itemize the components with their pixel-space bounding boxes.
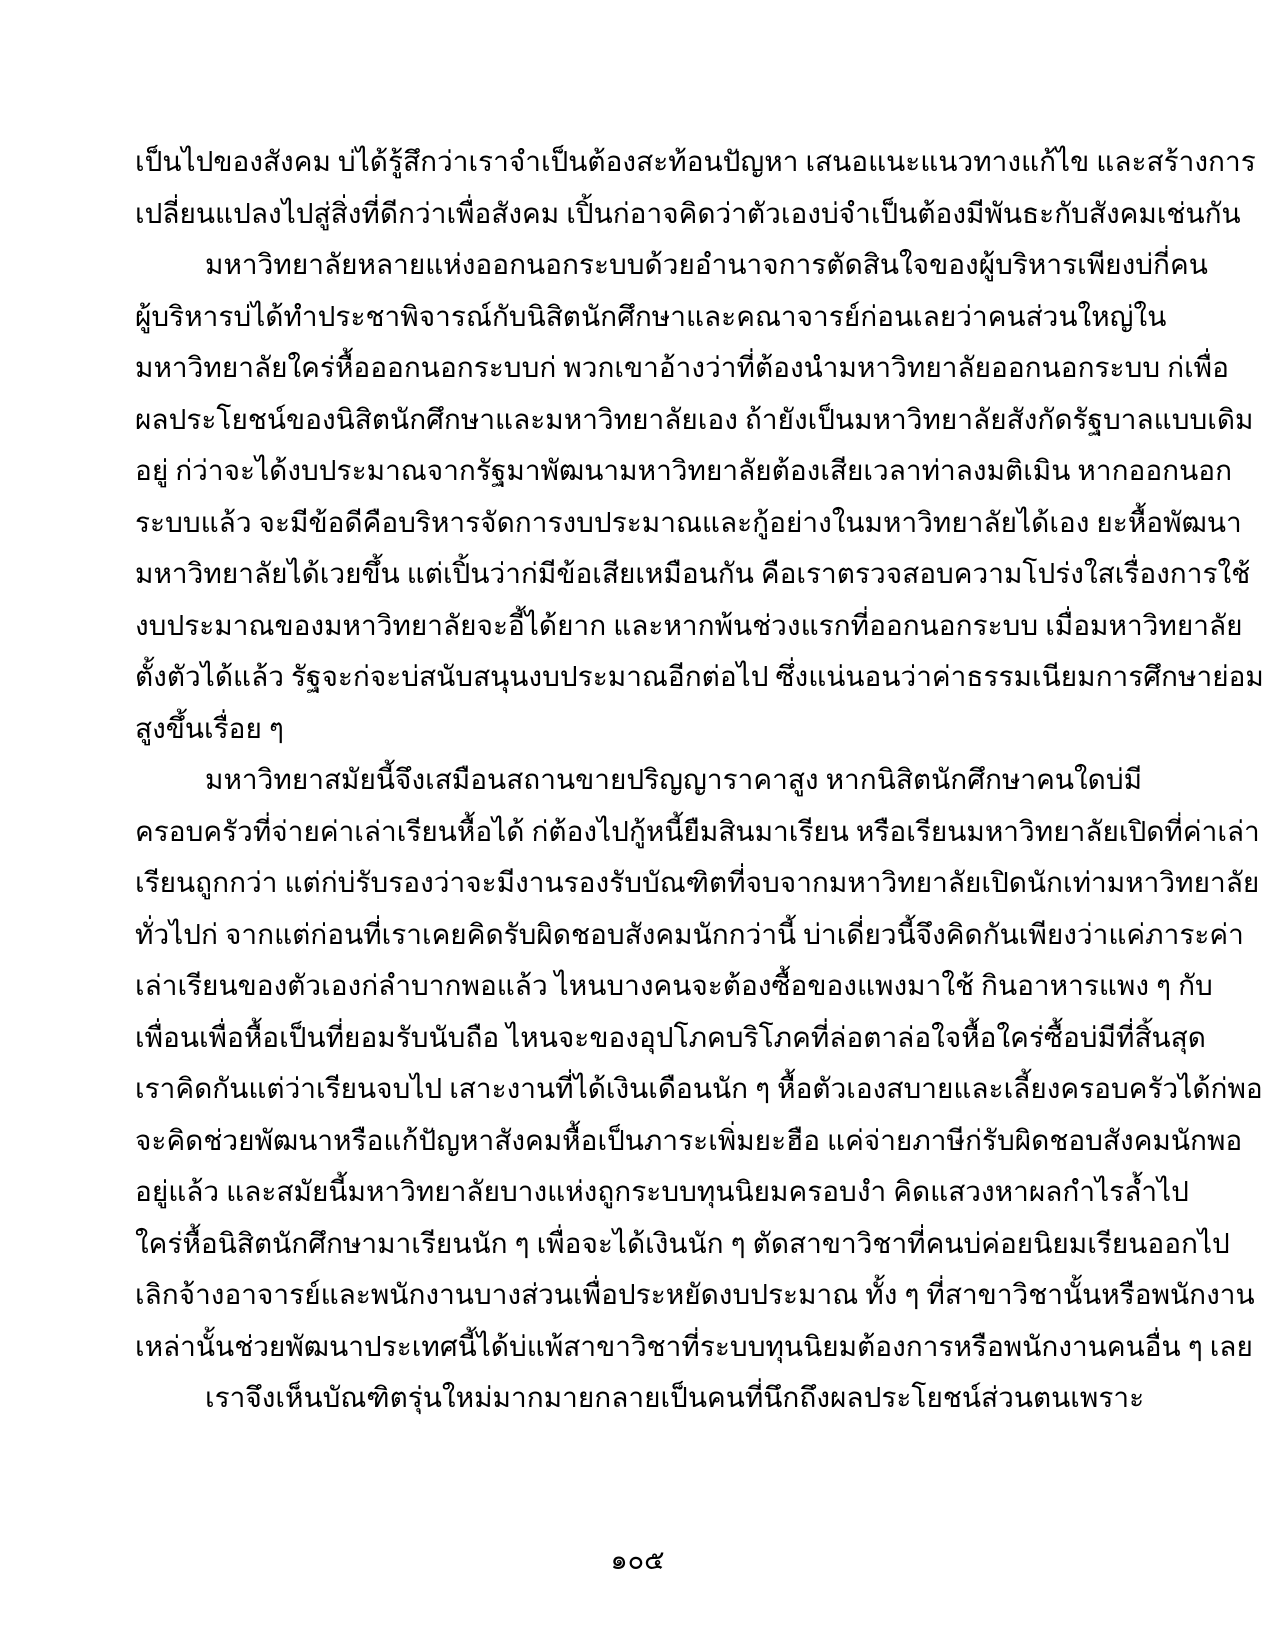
text-line: มหาวิทยาสมัยนี้จึงเสมือนสถานขายปริญญาราคาสูง หากนิสิตนักศึกษาคนใดบ่มี [205, 765, 1143, 796]
text-line: อยู่แล้ว และสมัยนี้มหาวิทยาลัยบางแห่งถูกระบบทุนนิยมครอบงำ คิดแสวงหาผลกำไรล้ำไป [135, 1177, 1189, 1208]
text-line: ผลประโยชน์ของนิสิตนักศึกษาและมหาวิทยาลัยเอง ถ้ายังเป็นมหาวิทยาลัยสังกัดรัฐบาลแบบเดิม [135, 404, 1254, 436]
text-line: ระบบแล้ว จะมีข้อดีคือบริหารจัดการงบประมาณและกู้อย่างในมหาวิทยาลัยได้เอง ยะหื้อพัฒนา [135, 507, 1242, 539]
paragraph [135, 137, 1256, 240]
text-line: มหาวิทยาลัยได้เวยขึ้น แต่เปิ้นว่าก่มีข้อเสียเหมือนกัน คือเราตรวจสอบความโปร่งใสเรื่องการใช้ [135, 559, 1251, 590]
text-line: มหาวิทยาลัยใคร่หื้อออกนอกระบบก่ พวกเขาอ้างว่าที่ต้องนำมหาวิทยาลัยออกนอกระบบ ก่เพื่อ [135, 353, 1229, 384]
text-line: เราคิดกันแต่ว่าเรียนจบไป เสาะงานที่ได้เงินเดือนนัก ๆ หื้อตัวเองสบายและเลี้ยงครอบครัวได้ก่พอ [135, 1074, 1263, 1105]
text-line: เลิกจ้างอาจารย์และพนักงานบางส่วนเพื่อประหยัดงบประมาณ ทั้ง ๆ ที่สาขาวิชานั้นหรือพนักงาน [135, 1280, 1255, 1311]
text-line: จะคิดช่วยพัฒนาหรือแก้ปัญหาสังคมหื้อเป็นภาระเพิ่มยะฮือ แค่จ่ายภาษีก่รับผิดชอบสังคมนักพอ [135, 1125, 1243, 1157]
text-line: ผู้บริหารบ่ได้ทำประชาพิจารณ์กับนิสิตนักศึกษาและคณาจารย์ก่อนเลยว่าคนส่วนใหญ่ใน [135, 301, 1167, 333]
text-line: ครอบครัวที่จ่ายค่าเล่าเรียนหื้อได้ ก่ต้องไปกู้หนี้ยืมสินมาเรียน หรือเรียนมหาวิทยาลัยเปิดที่ค่าเล่า [135, 816, 1260, 848]
text-line: อยู่ ก่ว่าจะได้งบประมาณจากรัฐมาพัฒนามหาวิทยาลัยต้องเสียเวลาท่าลงมติเมิน หากออกนอก [135, 456, 1233, 487]
text-line: เปลี่ยนแปลงไปสู่สิ่งที่ดีกว่าเพื่อสังคม เปิ้นก่อาจคิดว่าตัวเองบ่จำเป็นต้องมีพันธะกับสังคมเช่นกัน [135, 198, 1241, 230]
document-body [135, 137, 1264, 1425]
text-line: มหาวิทยาลัยหลายแห่งออกนอกระบบด้วยอำนาจการตัดสินใจของผู้บริหารเพียงบ่กี่คน [205, 250, 1208, 281]
text-line: ใคร่หื้อนิสิตนักศึกษามาเรียนนัก ๆ เพื่อจะได้เงินนัก ๆ ตัดสาขาวิชาที่คนบ่ค่อยนิยมเรียนออกไป [135, 1228, 1230, 1260]
text-line: เราจึงเห็นบัณฑิตรุ่นใหม่มากมายกลายเป็นคนที่นึกถึงผลประโยชน์ส่วนตนเพราะ [205, 1383, 1145, 1414]
text-line: เป็นไปของสังคม บ่ได้รู้สึกว่าเราจำเป็นต้องสะท้อนปัญหา เสนอแนะแนวทางแก้ไข และสร้างการ [135, 147, 1256, 178]
paragraph [135, 240, 1264, 755]
paragraph [135, 755, 1263, 1373]
paragraph [135, 1373, 1147, 1425]
page-number: ๑๐๕ [610, 1545, 665, 1575]
text-line: เรียนถูกกว่า แต่ก่บ่รับรองว่าจะมีงานรองรับบัณฑิตที่จบจากมหาวิทยาลัยเปิดนักเท่ามหาวิทยาลัย [135, 868, 1260, 899]
text-line: งบประมาณของมหาวิทยาลัยจะอี้ได้ยาก และหากพ้นช่วงแรกที่ออกนอกระบบ เมื่อมหาวิทยาลัย [135, 610, 1243, 642]
text-line: ทั่วไปก่ จากแต่ก่อนที่เราเคยคิดรับผิดชอบสังคมนักกว่านี้ บ่าเดี่ยวนี้จึงคิดกันเพียงว่าแค่ภาระค่า [135, 919, 1244, 951]
text-line: ตั้งตัวได้แล้ว รัฐจะก่จะบ่สนับสนุนงบประมาณอีกต่อไป ซึ่งแน่นอนว่าค่าธรรมเนียมการศึกษาย่อม [135, 662, 1264, 693]
text-line: เหล่านั้นช่วยพัฒนาประเทศนี้ได้บ่แพ้สาขาวิชาที่ระบบทุนนิยมต้องการหรือพนักงานคนอื่น ๆ เลย [135, 1331, 1253, 1363]
text-line: เพื่อนเพื่อหื้อเป็นที่ยอมรับนับถือ ไหนจะของอุปโภคบริโภคที่ล่อตาล่อใจหื้อใคร่ซื้อบ่มีที่สิ้นสุด [135, 1022, 1206, 1054]
text-line: เล่าเรียนของตัวเองก่ลำบากพอแล้ว ไหนบางคนจะต้องซื้อของแพงมาใช้ กินอาหารแพง ๆ กับ [135, 971, 1213, 1002]
text-line: สูงขึ้นเรื่อย ๆ [135, 713, 284, 745]
